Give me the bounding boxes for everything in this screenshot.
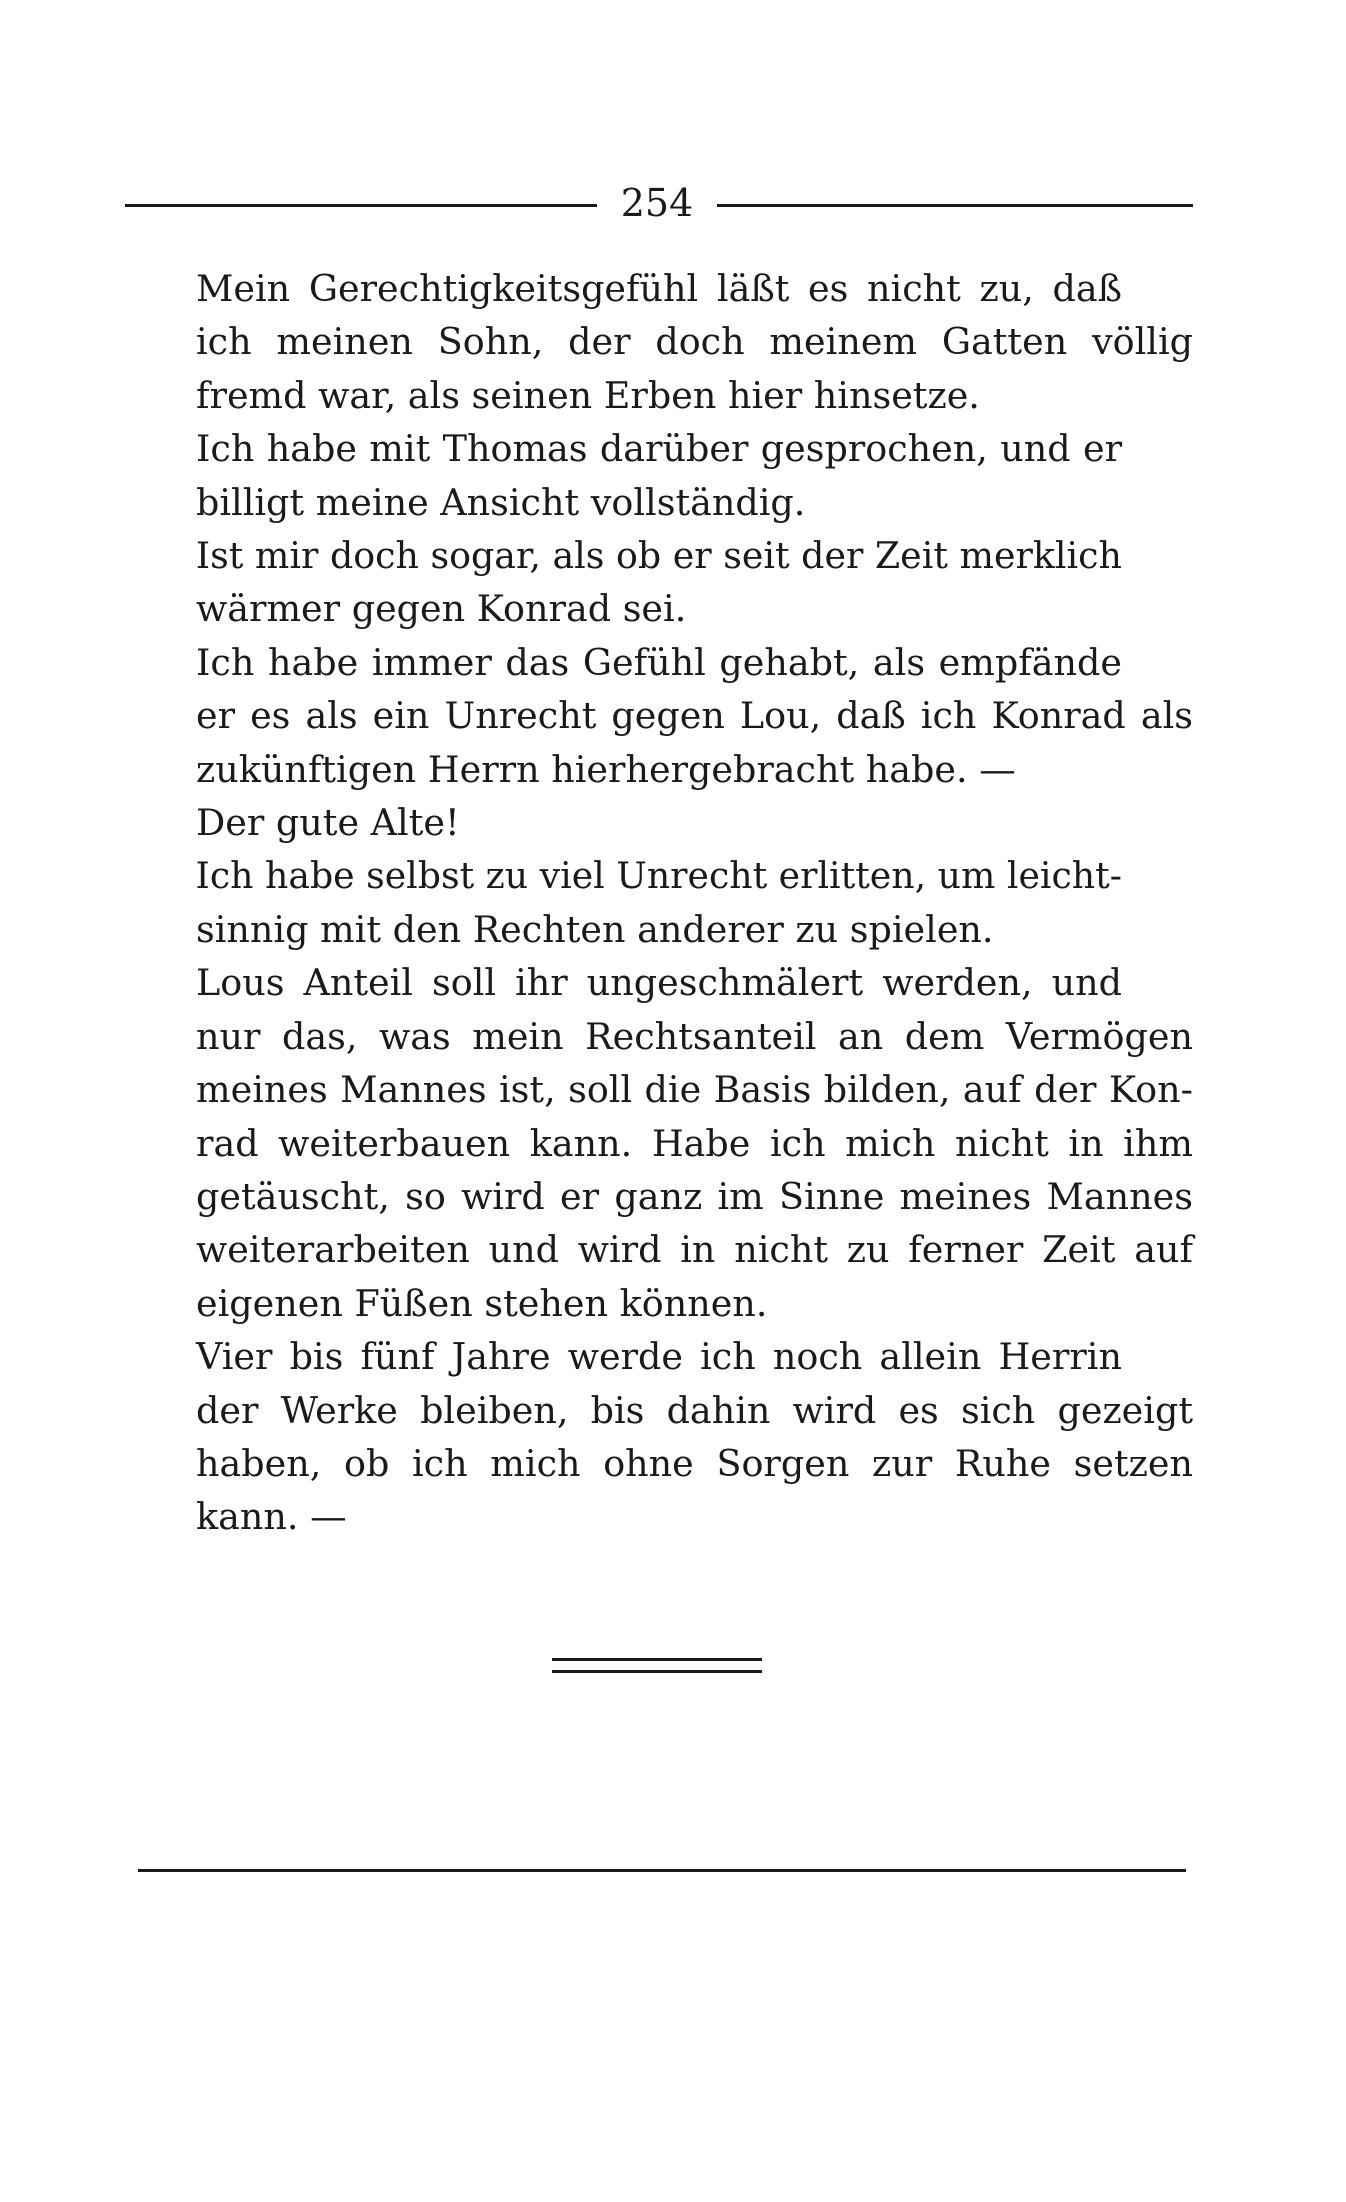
text-line: Ist mir doch sogar, als ob er seit der Zeit merklich (195, 534, 1122, 578)
text-line: meines Mannes ist, soll die Basis bilden, auf der Kon- (196, 1068, 1193, 1112)
text-line: nur das, was mein Rechtsanteil an dem Vermögen (196, 1014, 1193, 1058)
text-line: Lous Anteil soll ihr ungeschmälert werden, und (196, 961, 1122, 1005)
text-line: zukünftigen Herrn hierhergebracht habe. — (196, 747, 1016, 791)
page-number: 254 (620, 181, 694, 225)
text-line: Der gute Alte! (196, 801, 460, 845)
text-line: eigenen Füßen stehen können. (196, 1281, 768, 1325)
paragraph (125, 956, 1193, 1330)
text-line: kann. — (196, 1495, 347, 1539)
paragraph (125, 262, 1193, 422)
text-line: haben, ob ich mich ohne Sorgen zur Ruhe setzen (196, 1441, 1193, 1485)
text-line: rad weiterbauen kann. Habe ich mich nicht in ihm (196, 1121, 1193, 1165)
page-header (125, 178, 1193, 228)
text-line: Vier bis fünf Jahre werde ich noch allein Herrin (196, 1335, 1122, 1379)
text-line: wärmer gegen Konrad sei. (196, 587, 687, 631)
text-line: Mein Gerechtigkeitsgefühl läßt es nicht zu, daß (196, 267, 1123, 310)
text-line: Ich habe mit Thomas darüber gesprochen, und er (196, 427, 1123, 471)
text-line: getäuscht, so wird er ganz im Sinne meines Mannes (196, 1174, 1194, 1218)
page-bottom-rule (138, 1869, 1186, 1872)
text-line: Ich habe immer das Gefühl gehabt, als empfände (196, 640, 1122, 684)
header-rule-right (717, 204, 1193, 207)
text-line: fremd war, als seinen Erben hier hinsetze. (196, 373, 980, 417)
chapter-end-double-rule (552, 1658, 762, 1673)
text-line: sinnig mit den Rechten anderer zu spielen. (196, 907, 994, 951)
paragraph (125, 796, 1193, 849)
paragraph (125, 422, 1193, 529)
body-text (125, 262, 1193, 1544)
header-rule-left (125, 204, 597, 207)
paragraph (125, 529, 1193, 636)
paragraph (125, 849, 1193, 956)
paragraph (125, 1330, 1193, 1544)
text-line: er es als ein Unrecht gegen Lou, daß ich Konrad als (196, 694, 1193, 738)
text-line: weiterarbeiten und wird in nicht zu ferner Zeit auf (196, 1228, 1193, 1272)
text-line: Ich habe selbst zu viel Unrecht erlitten, um leicht- (195, 854, 1122, 898)
text-line: der Werke bleiben, bis dahin wird es sich gezeigt (196, 1388, 1193, 1432)
text-line: billigt meine Ansicht vollständig. (196, 480, 806, 524)
paragraph (125, 636, 1193, 796)
text-line: ich meinen Sohn, der doch meinem Gatten völlig (196, 320, 1193, 364)
